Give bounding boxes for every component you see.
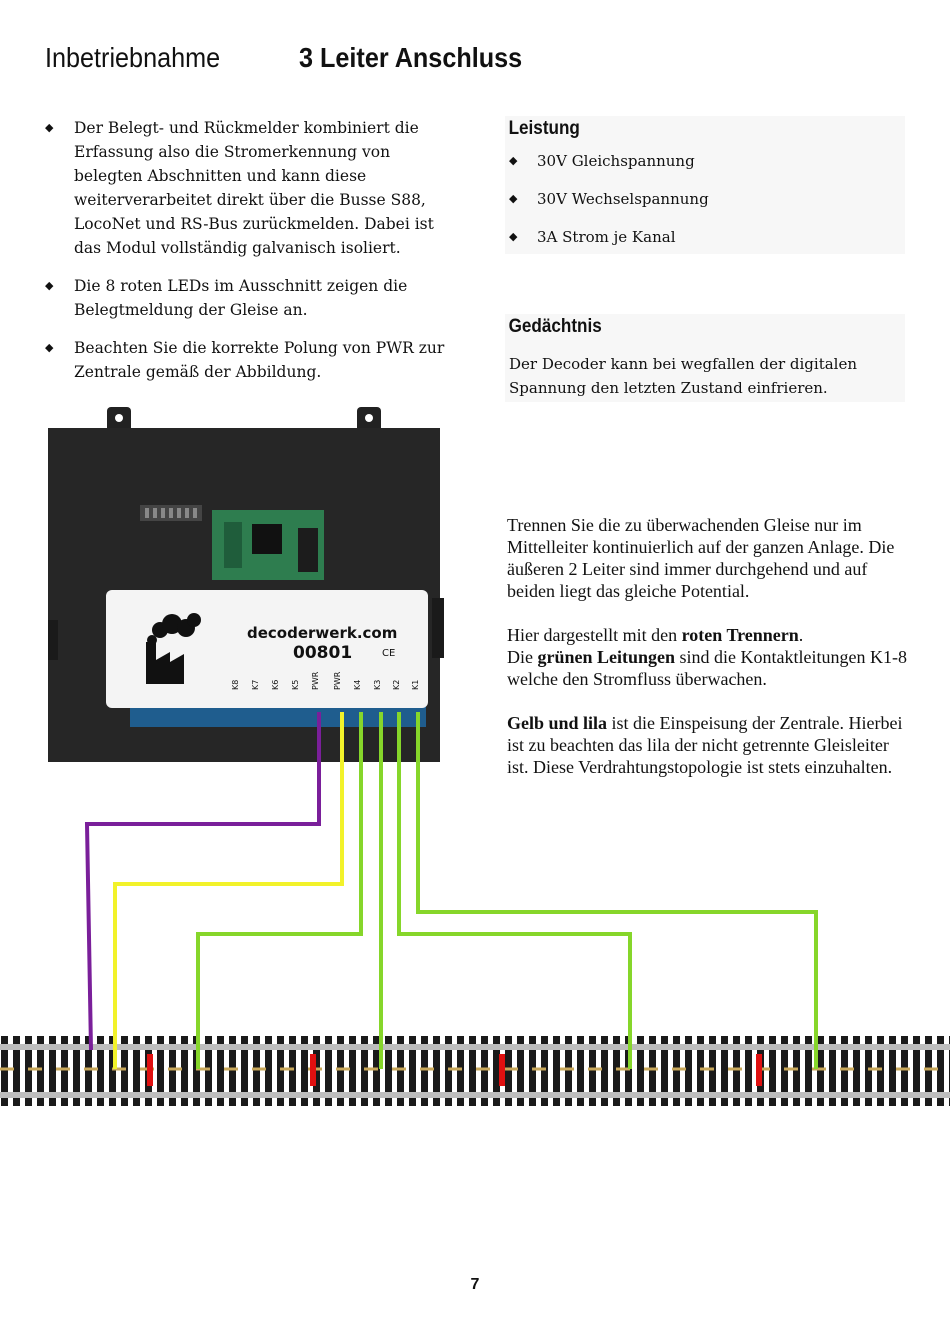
bullet-text: Der Belegt- und Rückmelder kombiniert die Erfassung also die Stromerkennung von belegten Abschnitten und kann diese weiterverarbeitet direkt über die Busse S88, LocoNet und RS-Bus zurückmelden. Dabei ist das Modul vollständig galvanisch isoliert. [74, 119, 434, 257]
terminal-label: K5 [291, 679, 300, 690]
wiring-diagram [0, 400, 950, 1120]
terminal-label: PWR [333, 671, 342, 690]
outer-rail [0, 1044, 950, 1050]
page-number: 7 [470, 1276, 480, 1293]
diamond-bullet-icon: ◆ [509, 230, 518, 243]
text-run: sind die Kontaktleitungen K1-8 welche den Stromfluss überwachen. [507, 647, 907, 689]
spec-text: 30V Wechselspannung [537, 190, 709, 208]
terminal-label: K7 [251, 679, 260, 690]
gedaechtnis-title: Gedächtnis [508, 316, 602, 337]
track-separator [499, 1054, 505, 1086]
bullet-text: Beachten Sie die korrekte Polung von PWR zur Zentrale gemäß der Abbildung. [74, 339, 445, 381]
green-wire [198, 712, 361, 1069]
outer-rail [0, 1092, 950, 1098]
terminal-label: K1 [411, 679, 420, 690]
diamond-bullet-icon: ◆ [45, 279, 54, 292]
green-wire [418, 712, 816, 1069]
text-run: . [798, 625, 804, 645]
list-item [505, 180, 905, 218]
brand-label: decoderwerk.com [247, 624, 398, 642]
gedaechtnis-panel [505, 314, 905, 402]
terminal-label: K3 [373, 679, 382, 690]
track-separator [310, 1054, 316, 1086]
ce-mark: CE [382, 648, 396, 659]
gedaechtnis-text: Der Decoder kann bei wegfallen der digitalen Spannung den letzten Zustand einfrieren. [509, 355, 857, 397]
terminal-label: K8 [231, 679, 240, 690]
decoder-device [48, 407, 444, 762]
green-wire [399, 712, 630, 1069]
text-run: ist die Einspeisung der Zentrale. Hierbei ist zu beachten das lila der nicht getrennte Gleisleiter ist. Diese Verdrahtungstopologie ist stets einzuhalten. [507, 713, 903, 777]
list-item [505, 142, 905, 180]
text-run-bold: roten Trennern [681, 625, 799, 645]
text-run-bold: grünen Leitungen [537, 647, 676, 667]
terminal-label: K4 [353, 679, 362, 690]
text-run-bold: Gelb und lila [507, 713, 608, 733]
list-item [45, 274, 445, 322]
list-item [45, 116, 445, 260]
page-title-left: Inbetriebnahme [45, 42, 221, 73]
wire-group [87, 712, 816, 1069]
feature-bullet-list [45, 116, 445, 398]
track [0, 1036, 950, 1106]
list-item [45, 336, 445, 384]
leistung-panel [505, 116, 905, 254]
yellow-wire [115, 712, 342, 1069]
terminal-label: K6 [271, 679, 280, 690]
text-run: Hier dargestellt mit den [507, 625, 682, 645]
bullet-text: Die 8 roten LEDs im Ausschnitt zeigen die Belegtmeldung der Gleise an. [74, 277, 408, 319]
track-separator [756, 1054, 762, 1086]
spec-text: 3A Strom je Kanal [537, 228, 676, 246]
diamond-bullet-icon: ◆ [509, 192, 518, 205]
spec-text: 30V Gleichspannung [537, 152, 695, 170]
page-title-right: 3 Leiter Anschluss [299, 42, 523, 73]
list-item [505, 218, 905, 256]
diamond-bullet-icon: ◆ [509, 154, 518, 167]
leistung-title: Leistung [508, 118, 580, 139]
terminal-label: K2 [392, 679, 401, 690]
terminal-label: PWR [311, 671, 320, 690]
diamond-bullet-icon: ◆ [45, 121, 54, 134]
track-separator [147, 1054, 153, 1086]
serial-label: 00801 [293, 643, 353, 663]
text-run: Die [507, 647, 538, 667]
purple-wire [87, 712, 319, 1050]
diamond-bullet-icon: ◆ [45, 341, 54, 354]
instruction-paragraph: Trennen Sie die zu überwachenden Gleise nur im Mittelleiter kontinuierlich auf der ganzen Anlage. Die äußeren 2 Leiter sind immer durchgehend und auf beiden liegt das gleiche Potential. [507, 515, 895, 601]
